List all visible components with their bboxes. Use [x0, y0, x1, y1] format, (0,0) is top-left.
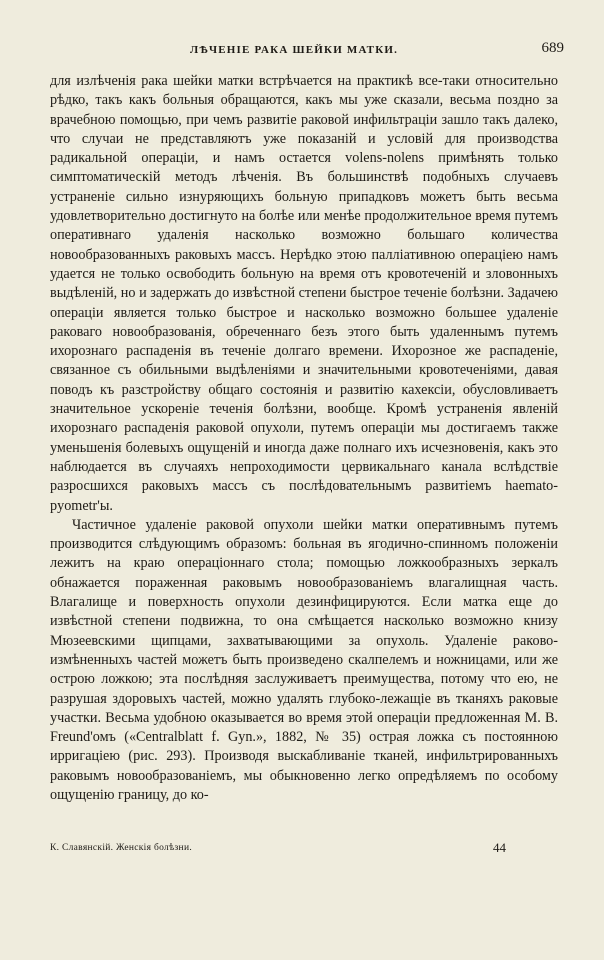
- running-head: [0, 40, 604, 60]
- page-number: 689: [541, 40, 564, 56]
- paragraph: Частичное удаленіе раковой опухоли шейки матки оперативнымъ путемъ производится слѣдующимъ образомъ: больная въ ягодично-спинномъ положеніи лежитъ на краю операціоннаго стола; помощью ложкообразныхъ зеркалъ обнажается пораженная раковымъ новообразованіемъ влагалищная часть. Влагалище и поверхность опухоли дезинфицируются. Если матка еще до извѣстной степени подвижна, то она смѣщается насколько возможно книзу Мюзеевскими щипцами, захватывающими за опухоль. Удаленіе раково-измѣненныхъ частей можетъ быть произведено скалпелемъ и ножницами, или же острою ложкою; эта послѣдняя заслуживаетъ преимущества, потому что ею, не разрушая здоровыхъ частей, можно удалять глубоко-лежащіе въ тканяхъ раковые участки. Весьма удобною оказывается во время этой операціи предложенная M. B. Freund'омъ («Centralblatt f. Gyn.», 1882, № 35) острая ложка съ постоянною ирригаціею (рис. 293). Производя выскабливаніе тканей, инфильтрированныхъ раковымъ новообразованіемъ, мы обыкновенно легко опредѣляемъ по особому ощущенію границу, до ко-: [50, 516, 558, 803]
- running-head-title: ЛѢЧЕНІЕ РАКА ШЕЙКИ МАТКИ.: [190, 44, 399, 56]
- paragraph: для излѣченія рака шейки матки встрѣчается на практикѣ все-таки относительно рѣдко, такъ какъ больныя обращаются, какъ мы уже сказали, весьма поздно за врачебною помощью, при чемъ развитіе раковой инфильтраціи зашло такъ далеко, что случаи не представляютъ уже показаній и условій для производства радикальной операціи, и намъ остается volens-nolens примѣнять только симптоматическій методъ лѣченія. Въ большинствѣ подобныхъ случаевъ устраненіе сильно изнуряющихъ больную припадковъ можетъ быть весьма удовлетворительно достигнуто на болѣе или менѣе продолжительное время путемъ оперативнаго удаленія насколько возможно большаго количества новообразованныхъ раковыхъ массъ. Нерѣдко этою палліативною операціею намъ удается не только освободить больную на время отъ кровотеченій и зловонныхъ выдѣленій, но и задержать до извѣстной степени быстрое теченіе болѣзни. Задачею операціи является только быстрое и насколько возможно большее удаленіе раковаго новообразованія, обреченнаго безъ этого быть удаленнымъ путемъ ихорознаго распаденія въ теченіе долгаго времени. Ихорозное же распаденіе, связанное съ обильными выдѣленіями и значительными кровотеченіями, давая поводъ къ разстройству общаго состоянія и развитію кахексіи, обусловливаетъ значительное ускореніе теченія болѣзни, вообще. Кромѣ устраненія явленій ихорознаго распаденія раковой опухоли, путемъ операціи мы достигаемъ также уменьшенія болевыхъ ощущеній и иногда даже полнаго ихъ исчезновенія, какъ это наблюдается въ случаяхъ непроходимости цервикальнаго канала вслѣдствіе разросшихся раковыхъ массъ съ послѣдовательнымъ развитіемъ haemato-pyometr'ы.: [50, 73, 558, 514]
- page-footer: [0, 840, 604, 860]
- signature-number: 44: [493, 840, 506, 855]
- signature-line: К. Славянскій. Женскія болѣзни.: [50, 843, 192, 853]
- body-text: [50, 72, 558, 805]
